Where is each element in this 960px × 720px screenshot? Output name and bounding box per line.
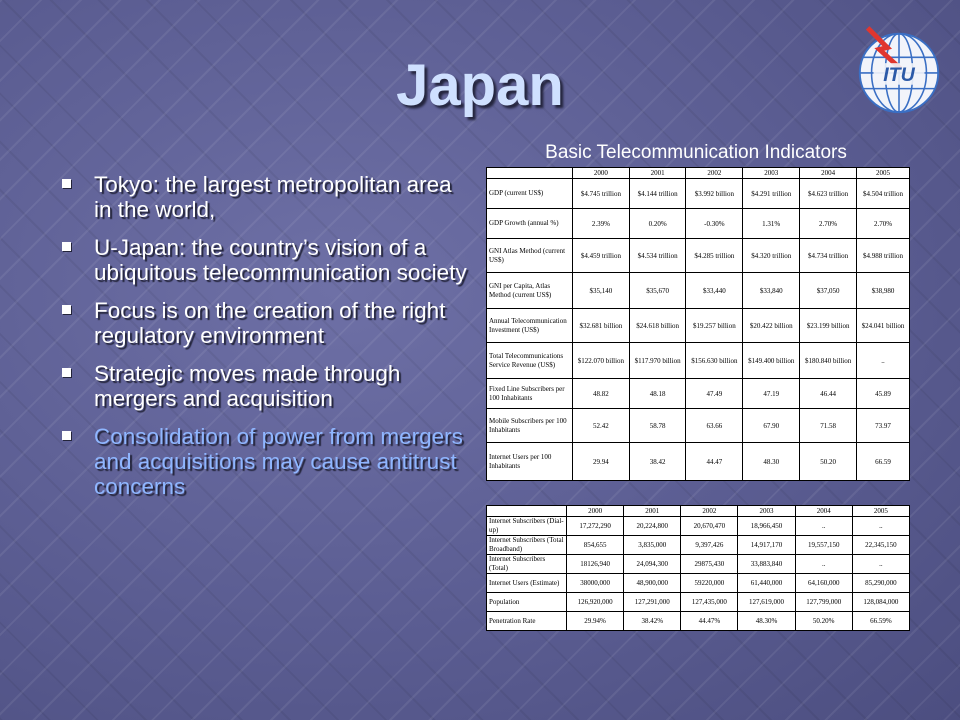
cell: ..: [852, 517, 909, 536]
cell: 50.20%: [795, 612, 852, 631]
cell: $4.285 trillion: [686, 239, 743, 273]
cell: ..: [852, 555, 909, 574]
cell: 126,920,000: [567, 593, 624, 612]
table-row: [487, 536, 910, 555]
internet-indicators-table: [486, 505, 910, 631]
cell: 48.82: [573, 379, 630, 409]
cell: 20,670,470: [681, 517, 738, 536]
cell: 0.20%: [629, 209, 686, 239]
row-label: Total Telecommunications Service Revenue (US$): [487, 343, 573, 379]
cell: $3.992 billion: [686, 179, 743, 209]
square-bullet-icon: [62, 242, 71, 251]
bullet-item: [60, 298, 470, 348]
cell: $20.422 billion: [743, 309, 800, 343]
cell: ..: [795, 517, 852, 536]
cell: 29.94%: [567, 612, 624, 631]
table-caption: Basic Telecommunication Indicators: [545, 142, 847, 163]
cell: 85,290,000: [852, 574, 909, 593]
cell: 9,397,426: [681, 536, 738, 555]
header-cell: 2005: [857, 168, 910, 179]
cell: 22,345,150: [852, 536, 909, 555]
cell: $37,050: [800, 273, 857, 309]
table-row: [487, 574, 910, 593]
square-bullet-icon: [62, 368, 71, 377]
cell: 44.47: [686, 443, 743, 481]
cell: 48.18: [629, 379, 686, 409]
table-row: [487, 209, 910, 239]
row-label: Internet Subscribers (Total): [487, 555, 567, 574]
cell: $35,670: [629, 273, 686, 309]
cell: 44.47%: [681, 612, 738, 631]
cell: $33,440: [686, 273, 743, 309]
cell: 19,557,150: [795, 536, 852, 555]
bullet-text: Strategic moves made through mergers and acquisition: [94, 361, 401, 411]
cell: 59220,000: [681, 574, 738, 593]
header-cell: 2005: [852, 506, 909, 517]
table-header-row: [487, 506, 910, 517]
square-bullet-icon: [62, 305, 71, 314]
bullet-item-highlighted: [60, 424, 470, 499]
cell: $4.504 trillion: [857, 179, 910, 209]
header-cell: 2002: [686, 168, 743, 179]
table-row: [487, 379, 910, 409]
row-label: Internet Subscribers (Total Broadband): [487, 536, 567, 555]
header-cell: 2004: [800, 168, 857, 179]
row-label: GDP Growth (annual %): [487, 209, 573, 239]
cell: 29875,430: [681, 555, 738, 574]
cell: 17,272,290: [567, 517, 624, 536]
cell: 24,094,300: [624, 555, 681, 574]
header-cell: 2001: [624, 506, 681, 517]
header-cell-empty: [487, 168, 573, 179]
cell: 48,900,000: [624, 574, 681, 593]
cell: 64,160,000: [795, 574, 852, 593]
table-row: [487, 309, 910, 343]
cell: 71.58: [800, 409, 857, 443]
cell: $33,840: [743, 273, 800, 309]
row-label: Mobile Subscribers per 100 Inhabitants: [487, 409, 573, 443]
row-label: GNI Atlas Method (current US$): [487, 239, 573, 273]
cell: $24.041 billion: [857, 309, 910, 343]
cell: $4.291 trillion: [743, 179, 800, 209]
cell: $24.618 billion: [629, 309, 686, 343]
cell: ..: [857, 343, 910, 379]
cell: $38,980: [857, 273, 910, 309]
table-row: [487, 273, 910, 309]
cell: 854,655: [567, 536, 624, 555]
cell: $4.734 trillion: [800, 239, 857, 273]
cell: ..: [795, 555, 852, 574]
cell: 48.30: [743, 443, 800, 481]
table-row: [487, 343, 910, 379]
header-cell: 2004: [795, 506, 852, 517]
cell: 73.97: [857, 409, 910, 443]
cell: $4.534 trillion: [629, 239, 686, 273]
cell: 66.59%: [852, 612, 909, 631]
cell: $32.681 billion: [573, 309, 630, 343]
table-row: [487, 443, 910, 481]
cell: 47.49: [686, 379, 743, 409]
square-bullet-icon: [62, 431, 71, 440]
cell: -0.30%: [686, 209, 743, 239]
row-label: Internet Users per 100 Inhabitants: [487, 443, 573, 481]
row-label: Internet Users (Estimate): [487, 574, 567, 593]
itu-logo-icon: [850, 22, 948, 120]
bullet-item: [60, 235, 470, 285]
cell: 29.94: [573, 443, 630, 481]
row-label: Population: [487, 593, 567, 612]
cell: $149.400 billion: [743, 343, 800, 379]
cell: 14,917,170: [738, 536, 795, 555]
bullet-list: [60, 172, 470, 512]
cell: 3,835,000: [624, 536, 681, 555]
cell: 127,619,000: [738, 593, 795, 612]
indicators-table: [486, 167, 910, 481]
cell: 128,084,000: [852, 593, 909, 612]
cell: 127,799,000: [795, 593, 852, 612]
bullet-item: [60, 172, 470, 222]
header-cell: 2002: [681, 506, 738, 517]
cell: $156.630 billion: [686, 343, 743, 379]
cell: $19.257 billion: [686, 309, 743, 343]
cell: $180.840 billion: [800, 343, 857, 379]
cell: 50.20: [800, 443, 857, 481]
row-label: Penetration Rate: [487, 612, 567, 631]
cell: $117.970 billion: [629, 343, 686, 379]
cell: 18,966,450: [738, 517, 795, 536]
cell: 45.89: [857, 379, 910, 409]
bullet-text: Consolidation of power from mergers and acquisitions may cause antitrust concerns: [94, 424, 463, 499]
cell: 38.42%: [624, 612, 681, 631]
table-row: [487, 179, 910, 209]
header-cell: 2001: [629, 168, 686, 179]
row-label: Annual Telecommunication Investment (US$): [487, 309, 573, 343]
row-label: GNI per Capita, Atlas Method (current US$): [487, 273, 573, 309]
slide-title: Japan: [396, 53, 564, 118]
cell: 33,883,840: [738, 555, 795, 574]
cell: 38000,000: [567, 574, 624, 593]
itu-logo-text: ITU: [883, 63, 915, 86]
row-label: Internet Subscribers (Dial-up): [487, 517, 567, 536]
cell: $4.459 trillion: [573, 239, 630, 273]
cell: 127,291,000: [624, 593, 681, 612]
table-row: [487, 593, 910, 612]
table-row: [487, 409, 910, 443]
cell: 63.66: [686, 409, 743, 443]
cell: 48.30%: [738, 612, 795, 631]
bullet-item: [60, 361, 470, 411]
row-label: Fixed Line Subscribers per 100 Inhabitants: [487, 379, 573, 409]
cell: 47.19: [743, 379, 800, 409]
bullet-text: Focus is on the creation of the right regulatory environment: [94, 298, 446, 348]
table-row: [487, 239, 910, 273]
bullet-text: U-Japan: the country’s vision of a ubiquitous telecommunication society: [94, 235, 467, 285]
cell: 18126,940: [567, 555, 624, 574]
cell: 127,435,000: [681, 593, 738, 612]
cell: 46.44: [800, 379, 857, 409]
cell: 52.42: [573, 409, 630, 443]
table-header-row: [487, 168, 910, 179]
cell: 67.90: [743, 409, 800, 443]
header-cell-empty: [487, 506, 567, 517]
header-cell: 2003: [743, 168, 800, 179]
header-cell: 2000: [567, 506, 624, 517]
table-row: [487, 517, 910, 536]
header-cell: 2003: [738, 506, 795, 517]
row-label: GDP (current US$): [487, 179, 573, 209]
cell: $4.623 trillion: [800, 179, 857, 209]
cell: 61,440,000: [738, 574, 795, 593]
cell: 58.78: [629, 409, 686, 443]
square-bullet-icon: [62, 179, 71, 188]
cell: $4.988 trillion: [857, 239, 910, 273]
cell: $35,140: [573, 273, 630, 309]
bullet-text: Tokyo: the largest metropolitan area in the world,: [94, 172, 452, 222]
cell: 66.59: [857, 443, 910, 481]
cell: 20,224,800: [624, 517, 681, 536]
cell: 2.70%: [857, 209, 910, 239]
cell: 1.31%: [743, 209, 800, 239]
cell: 38.42: [629, 443, 686, 481]
cell: $23.199 billion: [800, 309, 857, 343]
cell: $4.320 trillion: [743, 239, 800, 273]
cell: $4.745 trillion: [573, 179, 630, 209]
table-row: [487, 555, 910, 574]
cell: $4.144 trillion: [629, 179, 686, 209]
table-row: [487, 612, 910, 631]
cell: 2.70%: [800, 209, 857, 239]
cell: 2.39%: [573, 209, 630, 239]
cell: $122.070 billion: [573, 343, 630, 379]
header-cell: 2000: [573, 168, 630, 179]
